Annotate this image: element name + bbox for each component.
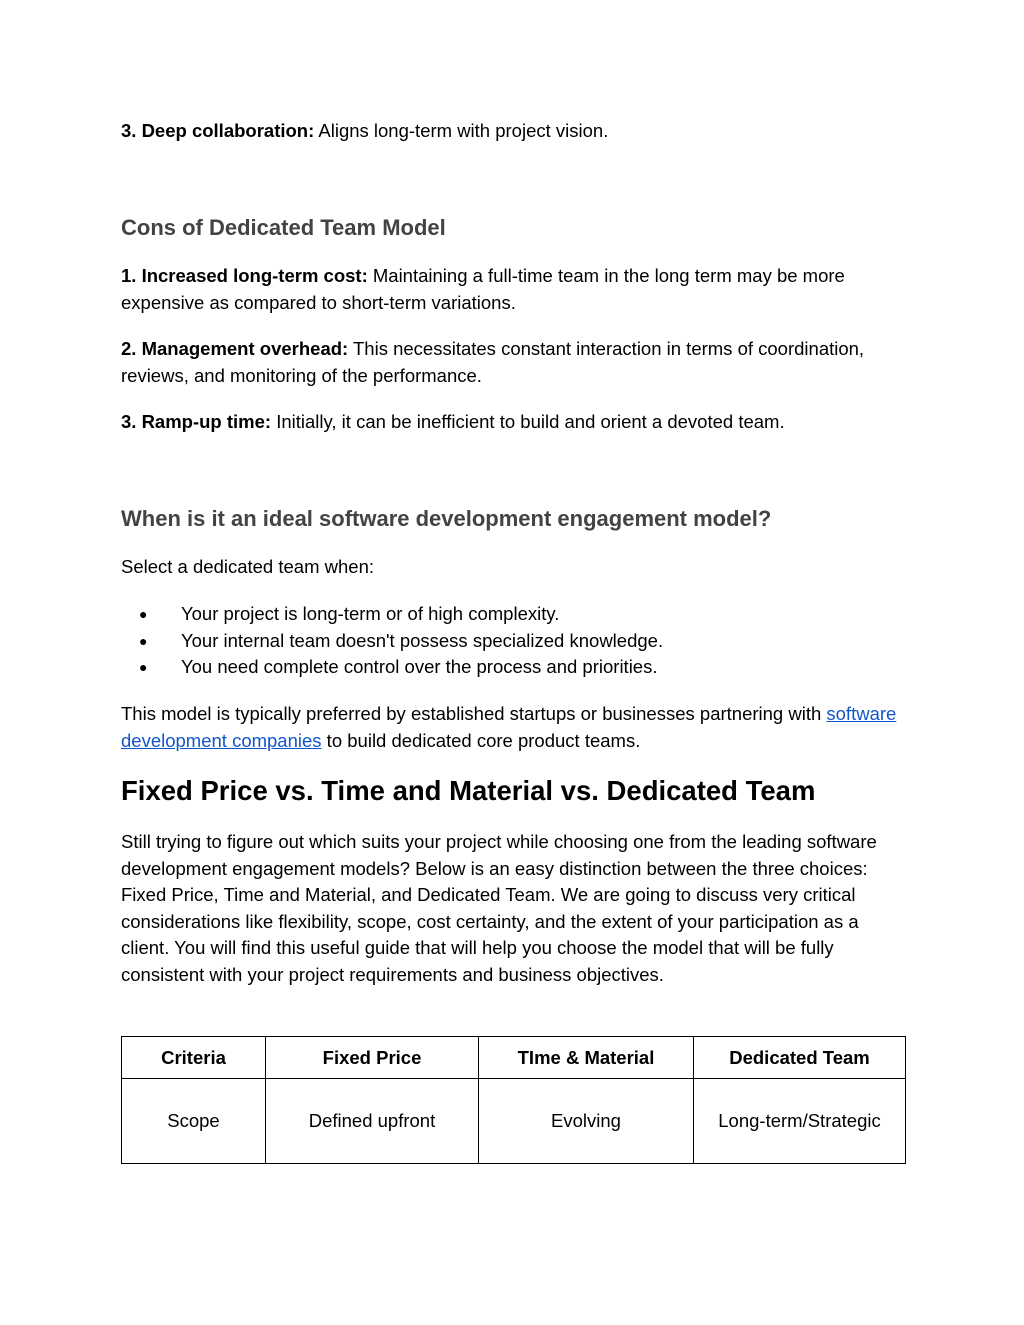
header-time-material: TIme & Material — [479, 1037, 694, 1079]
comparison-intro: Still trying to figure out which suits your project while choosing one from the leading software development engagement models? Below is an easy distinction between the three choices: Fixed Price, Time and Material, and Dedicated Team. We are going to discuss very critical considerations like flexibility, scope, cost certainty, and the extent of your participation as a client. You will find this useful guide that will help you choose the model that will be fully consistent with your project requirements and business objectives. — [121, 831, 877, 985]
model-paragraph: This model is typically preferred by established startups or businesses partnering with software development companies to build dedicated core product teams. — [121, 703, 897, 751]
pros-item-3-text: Aligns long-term with project vision. — [314, 120, 609, 141]
cell-time-material: Evolving — [479, 1079, 694, 1164]
cons-heading: Cons of Dedicated Team Model — [121, 215, 446, 240]
bullet-dot-icon: ● — [139, 606, 148, 622]
cons-item-2 — [121, 336, 906, 389]
cell-criteria: Scope — [122, 1079, 266, 1164]
header-dedicated-team: Dedicated Team — [694, 1037, 906, 1079]
pros-item-3-label: 3. Deep collaboration: — [121, 120, 315, 141]
list-item: ● You need complete control over the process and priorities. — [121, 654, 906, 681]
cons-item-3-text: Initially, it can be inefficient to build and orient a devoted team. — [271, 411, 785, 432]
cons-item-1-label: 1. Increased long-term cost: — [121, 265, 368, 286]
comparison-table — [121, 1036, 906, 1164]
header-fixed-price: Fixed Price — [266, 1037, 479, 1079]
bullet-dot-icon: ● — [139, 659, 148, 675]
cons-item-1 — [121, 263, 906, 316]
list-item: ● Your internal team doesn't possess specialized knowledge. — [121, 628, 906, 655]
table-row — [122, 1079, 906, 1164]
cons-item-2-label: 2. Management overhead: — [121, 338, 349, 359]
select-intro: Select a dedicated team when: — [121, 556, 374, 577]
ideal-heading: When is it an ideal software development engagement model? — [121, 506, 772, 531]
list-item: ● Your project is long-term or of high complexity. — [121, 601, 906, 628]
header-criteria: Criteria — [122, 1037, 266, 1079]
bullet-list — [121, 601, 906, 681]
table-header-row — [122, 1037, 906, 1079]
software-development-companies-link[interactable]: software development companies — [121, 703, 897, 751]
cons-item-3-label: 3. Ramp-up time: — [121, 411, 272, 432]
cell-dedicated-team: Long-term/Strategic — [694, 1079, 906, 1164]
pros-item-3 — [121, 118, 906, 145]
cons-item-2-text: This necessitates constant interaction in terms of coordination, reviews, and monitoring of the performance. — [121, 338, 865, 386]
cell-fixed-price: Defined upfront — [266, 1079, 479, 1164]
cons-item-3 — [121, 409, 906, 436]
comparison-heading: Fixed Price vs. Time and Material vs. Dedicated Team — [121, 775, 816, 806]
cons-item-1-text: Maintaining a full-time team in the long term may be more expensive as compared to short-term variations. — [121, 265, 845, 313]
bullet-dot-icon: ● — [139, 632, 148, 649]
